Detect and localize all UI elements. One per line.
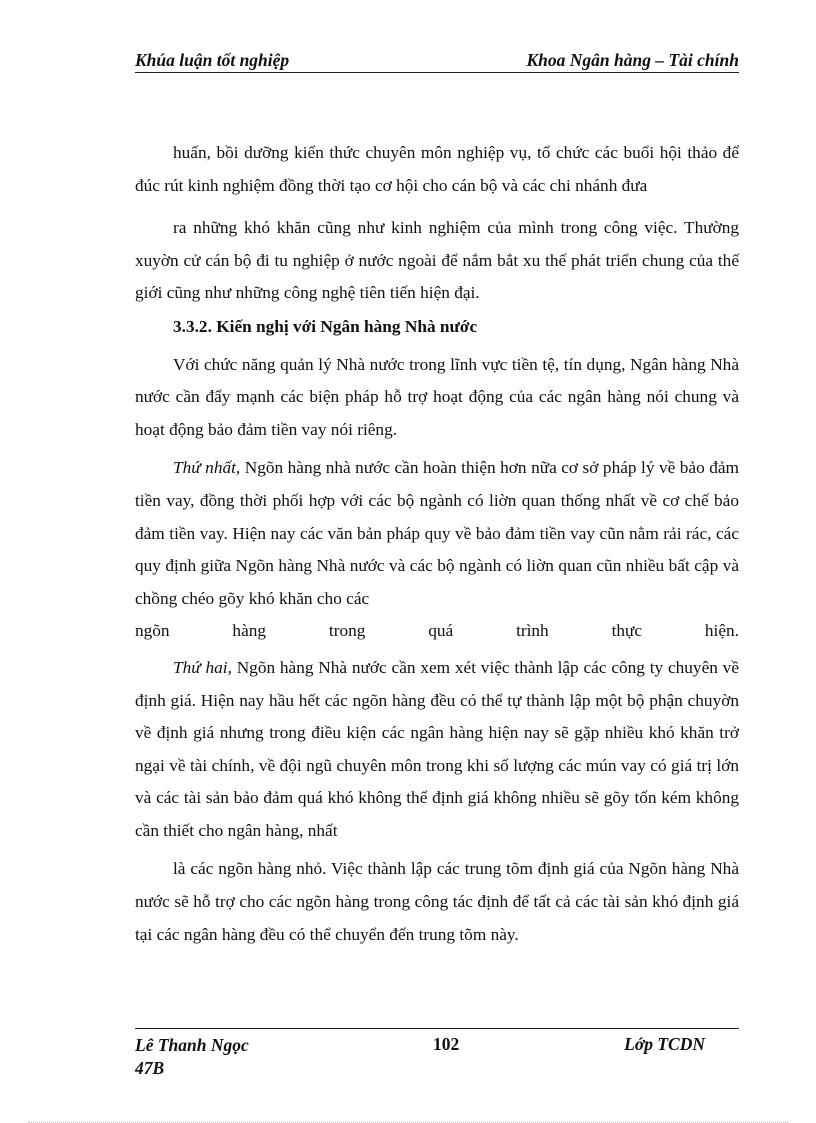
page-footer <box>135 1028 739 1081</box>
section-heading: 3.3.2. Kiến nghị với Ngân hàng Nhà nước <box>173 316 478 336</box>
page-number: 102 <box>433 1034 460 1054</box>
page-body <box>135 137 739 951</box>
thesis-title: Khúa luận tốt nghiệp <box>135 50 290 70</box>
faculty-name: Khoa Ngân hàng – Tài chính <box>526 50 739 70</box>
paragraph-lead: Thứ hai <box>173 657 228 677</box>
paragraph: ra những khó khăn cũng như kinh nghiệm của mình trong công việc. Thường xuyờn cử cán bộ đi tu nghiệp ở nước ngoài để nắm bắt xu thế phát triển chung của thế giới cũng như những công nghệ tiên tiến hiện đại. <box>135 218 739 303</box>
paragraph: huấn, bồi dưỡng kiến thức chuyên môn nghiệp vụ, tổ chức các buổi hội thảo để đúc rút kinh nghiệm đồng thời tạo cơ hội cho cán bộ và các chi nhánh đưa <box>135 143 739 195</box>
paragraph-body: , Ngõn hàng Nhà nước cần xem xét việc thành lập các công ty chuyên về định giá. Hiện nay hầu hết các ngõn hàng đều có thể tự thành lập một bộ phận chuyờn về định giá nhưng trong điều kiện các ngân hàng hiện nay sẽ gặp nhiều khó khăn trở ngại về tài chính, về đội ngũ chuyên môn trong khi số lượng các mún vay có giá trị lớn và các tài sản bảo đảm quá khó không thể định giá không nhiều sẽ gõy tốn kém không cần thiết cho ngân hàng, nhất <box>135 657 739 840</box>
paragraph <box>135 452 739 615</box>
paragraph: Với chức năng quản lý Nhà nước trong lĩnh vực tiền tệ, tín dụng, Ngân hàng Nhà nước cần đẩy mạnh các biện pháp hỗ trợ hoạt động của các ngân hàng nói chung và hoạt động bảo đảm tiền vay nói riêng. <box>135 354 739 439</box>
paragraph-body: , Ngõn hàng nhà nước cần hoàn thiện hơn nữa cơ sở pháp lý về bảo đảm tiền vay, đồng thời phối hợp với các bộ ngành có liờn quan thống nhất về cơ chế bảo đảm tiền vay. Hiện nay các văn bản pháp quy về bảo đảm tiền vay cũn nằm rải rác, các quy định giữa Ngõn hàng Nhà nước và các bộ ngành có liờn quan cũn nhiều bất cập và chồng chéo gõy khó khăn cho các <box>135 458 739 608</box>
author-name: Lê Thanh Ngọc <box>135 1035 249 1055</box>
page-header <box>135 48 739 73</box>
author-class-code: 47B <box>135 1058 165 1078</box>
paragraph: là các ngõn hàng nhỏ. Việc thành lập các trung tõm định giá của Ngõn hàng Nhà nước sẽ hỗ trợ cho các ngõn hàng trong công tác định để tất cả các tài sản khó định giá tại các ngân hàng đều có thể chuyển đến trung tõm này. <box>135 859 739 944</box>
paragraph <box>135 652 739 848</box>
class-name: Lớp TCDN <box>624 1034 705 1054</box>
paragraph-lead: Thứ nhất <box>173 458 236 478</box>
author <box>135 1034 249 1080</box>
paragraph-last-line: ngõn hàng trong quá trình thực hiện. <box>135 621 739 641</box>
